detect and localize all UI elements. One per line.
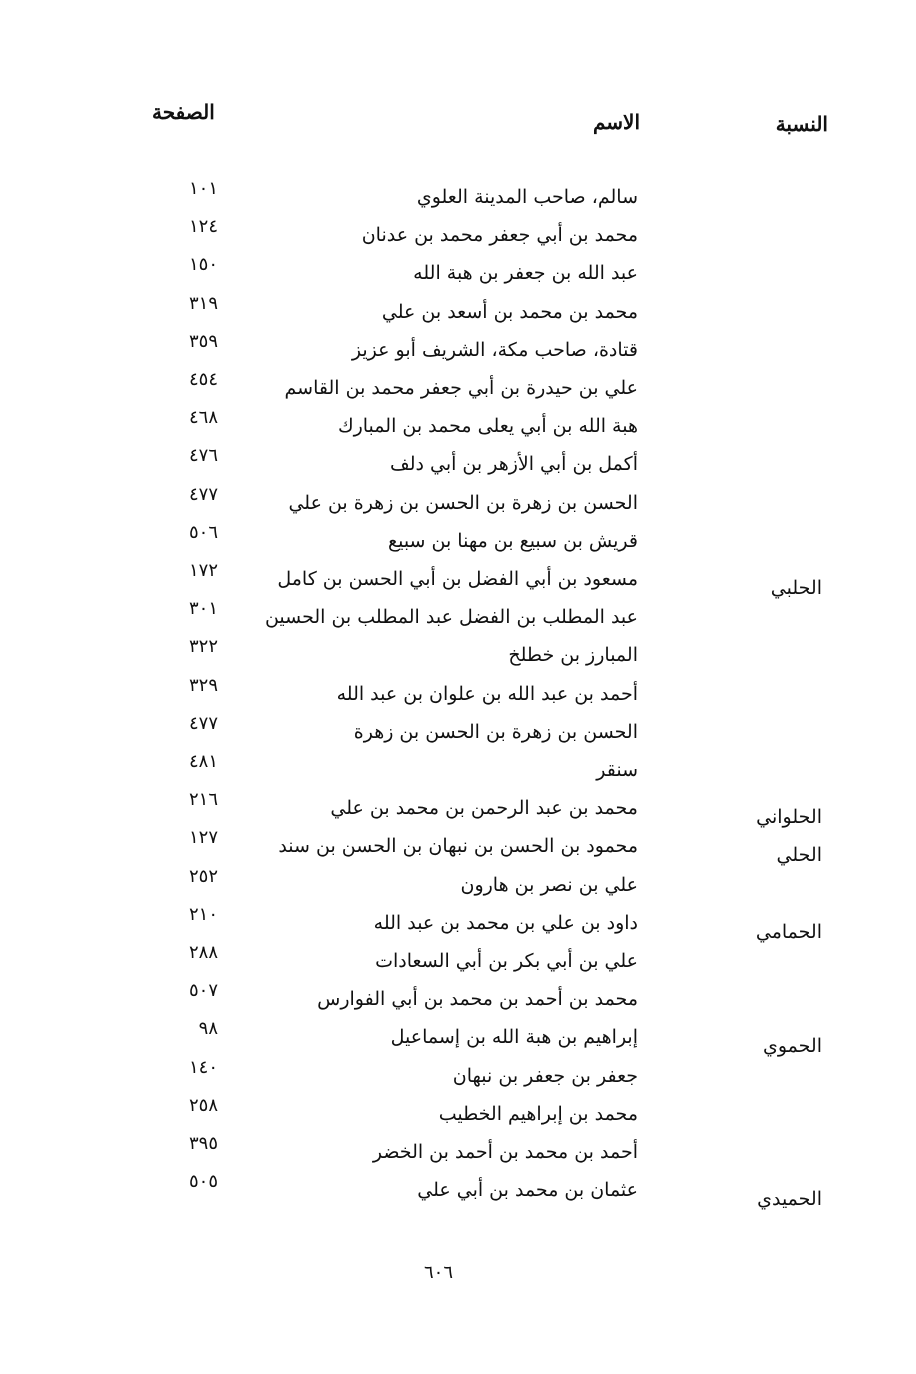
page-reference: ٣٢٩ bbox=[188, 674, 218, 696]
person-name: محمد بن محمد بن أسعد بن علي bbox=[381, 300, 638, 323]
person-name: علي بن أبي بكر بن أبي السعادات bbox=[375, 950, 638, 972]
person-name: أحمد بن محمد بن أحمد بن الخضر bbox=[372, 1141, 638, 1163]
page-reference: ٣٠١ bbox=[188, 598, 218, 620]
page-reference: ١٤٠ bbox=[188, 1056, 218, 1078]
page-reference: ٢١٦ bbox=[188, 789, 218, 811]
page-reference: ٤٦٨ bbox=[188, 407, 218, 429]
table-row bbox=[0, 1171, 916, 1217]
column-header-page: الصفحة bbox=[152, 100, 215, 124]
nisba-label: الحمامي bbox=[755, 920, 822, 943]
page-reference: ١٢٧ bbox=[188, 827, 218, 849]
page-reference: ٥٠٧ bbox=[188, 980, 218, 1002]
page-reference: ٣٥٩ bbox=[188, 330, 218, 352]
person-name: عبد المطلب بن الفضل عبد المطلب بن الحسين bbox=[264, 606, 638, 629]
nisba-label: الحموي bbox=[762, 1035, 822, 1058]
person-name: عثمان بن محمد بن أبي علي bbox=[417, 1179, 638, 1202]
person-name: الحسن بن زهرة بن الحسن بن زهرة بن علي bbox=[288, 491, 638, 514]
page-number: ٦٠٦ bbox=[424, 1262, 454, 1283]
person-name: المبارز بن خطلخ bbox=[508, 644, 638, 667]
page-reference: ٩٨ bbox=[198, 1018, 218, 1040]
person-name: إبراهيم بن هبة الله بن إسماعيل bbox=[390, 1026, 638, 1049]
page-reference: ٤٧٧ bbox=[188, 483, 218, 505]
person-name: محمد بن إبراهيم الخطيب bbox=[438, 1102, 638, 1125]
nisba-label: الحلبي bbox=[770, 577, 822, 599]
page-reference: ٢٥٢ bbox=[188, 865, 218, 887]
page-reference: ٤٥٤ bbox=[188, 369, 218, 390]
person-name: سنقر bbox=[596, 759, 638, 781]
page-reference: ١٢٤ bbox=[188, 216, 218, 238]
nisba-label: الحلواني bbox=[756, 806, 822, 829]
person-name: أحمد بن عبد الله بن علوان بن عبد الله bbox=[336, 682, 638, 705]
person-name: قتادة، صاحب مكة، الشريف أبو عزيز bbox=[351, 338, 638, 361]
person-name: هبة الله بن أبي يعلى محمد بن المبارك bbox=[337, 415, 638, 438]
page-reference: ٥٠٦ bbox=[188, 521, 218, 543]
person-name: جعفر بن جعفر بن نبهان bbox=[452, 1064, 638, 1087]
page-reference: ٢١٠ bbox=[188, 903, 218, 925]
person-name: قريش بن سبيع بن مهنا بن سبيع bbox=[387, 529, 638, 552]
page-reference: ٢٨٨ bbox=[188, 942, 218, 963]
person-name: عبد الله بن جعفر بن هبة الله bbox=[413, 262, 638, 285]
page-reference: ٣٩٥ bbox=[188, 1133, 218, 1154]
person-name: علي بن حيدرة بن أبي جعفر محمد بن القاسم bbox=[284, 377, 638, 399]
page-reference: ٥٠٥ bbox=[188, 1171, 218, 1193]
column-header-name: الاسم bbox=[592, 110, 640, 134]
page-reference: ٤٧٦ bbox=[188, 445, 218, 467]
page-reference: ١٧٢ bbox=[188, 560, 218, 581]
person-name: الحسن بن زهرة بن الحسن بن زهرة bbox=[353, 720, 638, 743]
page-reference: ٢٥٨ bbox=[188, 1094, 218, 1116]
person-name: داود بن علي بن محمد بن عبد الله bbox=[373, 911, 638, 934]
person-name: سالم، صاحب المدينة العلوي bbox=[416, 186, 638, 208]
column-header-nisba: النسبة bbox=[775, 112, 828, 136]
nisba-label: الحلي bbox=[776, 844, 822, 867]
person-name: مسعود بن أبي الفضل بن أبي الحسن بن كامل bbox=[277, 568, 638, 590]
page-reference: ٤٧٧ bbox=[188, 712, 218, 734]
person-name: علي بن نصر بن هارون bbox=[460, 873, 638, 896]
person-name: محمد بن أبي جعفر محمد بن عدنان bbox=[361, 224, 638, 247]
page-reference: ٣١٩ bbox=[188, 292, 218, 314]
person-name: محمود بن الحسن بن نبهان بن الحسن بن سند bbox=[278, 835, 638, 858]
person-name: محمد بن أحمد بن محمد بن أبي الفوارس bbox=[317, 988, 638, 1011]
page-reference: ٣٢٢ bbox=[188, 636, 218, 658]
person-name: أكمل بن أبي الأزهر بن أبي دلف bbox=[390, 453, 638, 476]
person-name: محمد بن عبد الرحمن بن محمد بن علي bbox=[330, 797, 638, 820]
page-reference: ٤٨١ bbox=[188, 751, 218, 772]
page-reference: ١٥٠ bbox=[188, 254, 218, 276]
nisba-label: الحميدي bbox=[757, 1188, 822, 1211]
page-reference: ١٠١ bbox=[188, 178, 218, 199]
